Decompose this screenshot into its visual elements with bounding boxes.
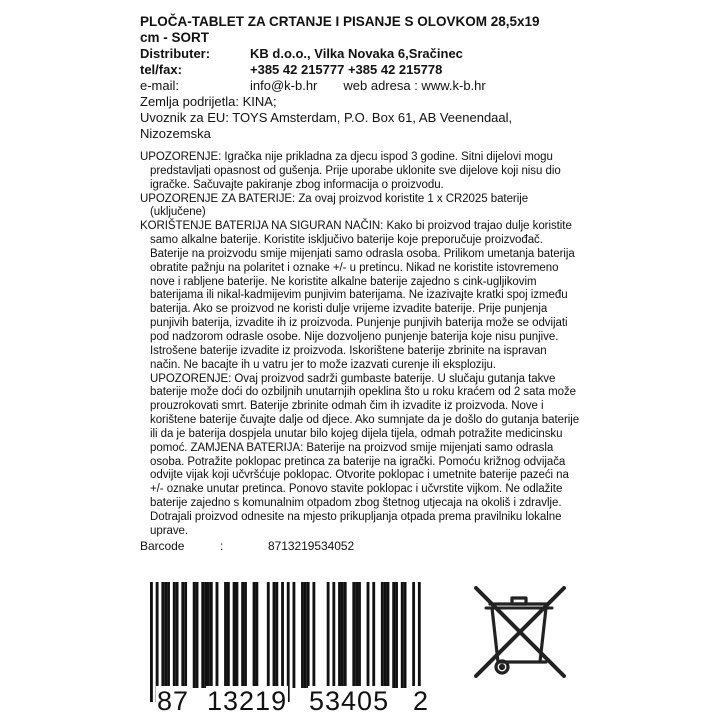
barcode-bar (344, 582, 347, 688)
barcode-digit-group: 53405 (309, 686, 390, 716)
barcode-bar (173, 582, 176, 688)
barcode-value: 8713219534052 (268, 538, 355, 553)
barcode-bar (338, 582, 341, 688)
barcode-bar (293, 582, 296, 688)
barcode-bar (327, 582, 330, 688)
barcode-bar (352, 582, 355, 688)
title-line-1: PLOČA-TABLET ZA CRTANJE I PISANJE S OLOVKOM 28,5x19 (140, 14, 540, 29)
barcode-bar (233, 582, 236, 688)
product-title (140, 14, 580, 46)
barcode-bar (255, 582, 258, 688)
telfax-key: tel/fax: (140, 62, 182, 77)
barcode-bar (204, 582, 207, 688)
barcode-digit-group: 2 (413, 686, 430, 716)
barcode-bar (273, 582, 276, 688)
distributer-key: Distributer: (140, 46, 211, 61)
warning-toy: UPOZORENJE: Igračka nije prikladna za djecu ispod 3 godine. Sitni dijelovi mogu predstavljati opasnost od gušenja. Prije uporabe uklonite sve dijelove koji nisu dio igračke. Sačuvajte pakiranje zbog informacija o proizvodu. (140, 151, 561, 191)
barcode-bars (140, 582, 440, 702)
web-address: web adresa : www.k-b.hr (343, 78, 486, 93)
barcode-bar (275, 582, 278, 688)
barcode-bar (207, 582, 210, 688)
barcode-bar (401, 582, 404, 688)
crossed-out-wheelie-bin-icon (460, 568, 580, 688)
barcode-bar (332, 582, 335, 688)
barcode-bar (196, 582, 199, 688)
barcode-bar (181, 582, 184, 688)
barcode-bar (355, 582, 358, 688)
warning-battery: UPOZORENJE ZA BATERIJE: Za ovaj proizvod koristite 1 x CR2025 baterije (uključene) (140, 192, 529, 219)
email-key: e-mail: (140, 78, 180, 93)
barcode-bar (227, 582, 230, 688)
distributer-value: KB d.o.o., Vilka Novaka 6,Sračinec (250, 46, 463, 61)
barcode-bar (381, 582, 384, 688)
barcode-bar (384, 582, 387, 688)
barcode-bar (244, 582, 247, 688)
distributer-row (140, 46, 580, 62)
distributor-info (140, 46, 580, 142)
barcode-bar (372, 582, 375, 688)
email-value: info@k-b.hr (250, 78, 318, 93)
barcode-bar (341, 582, 344, 688)
barcode-digit-group: 87 (157, 686, 190, 716)
barcode-bar (304, 582, 307, 688)
barcode-bar (412, 582, 415, 702)
barcode-bar (395, 582, 398, 688)
barcode-text-row (140, 539, 580, 554)
barcode (140, 582, 440, 716)
barcode-bar (418, 582, 421, 702)
barcode-bar (236, 582, 239, 688)
barcode-bar (392, 582, 395, 688)
barcode-bar (367, 582, 370, 688)
barcode-bar (164, 582, 167, 688)
barcode-digits (140, 686, 440, 714)
barcode-bar (307, 582, 310, 688)
barcode-bar (312, 582, 315, 688)
barcode-bar (201, 582, 204, 688)
country-of-origin: Zemlja podrijetla: KINA; (140, 94, 277, 109)
barcode-bar (281, 582, 284, 702)
barcode-separator: : (220, 538, 224, 553)
barcode-bar (216, 582, 219, 688)
barcode-bar (287, 582, 290, 702)
barcode-bar (404, 582, 407, 688)
barcode-bar (358, 582, 361, 688)
title-line-2: cm - SORT (140, 30, 210, 45)
email-row (140, 78, 580, 94)
barcode-bar (184, 582, 187, 688)
barcode-bar (210, 582, 213, 688)
barcode-bar (253, 582, 256, 688)
barcode-bar (193, 582, 196, 688)
barcode-bar (301, 582, 304, 688)
barcode-bar (267, 582, 270, 688)
barcode-bar (241, 582, 244, 688)
barcode-key: Barcode (140, 538, 185, 553)
battery-safety: KORIŠTENJE BATERIJA NA SIGURAN NAČIN: Kako bi proizvod trajao dulje koristite samo alkalne baterije. Koristite isključivo baterije koje preporučuje proizvođač. Baterije na proizvodu smije mijenjati samo odrasla osoba. Prilikom umetanja baterija obratite pažnju na polaritet i oznake +/- u pretincu. Nikad ne koristite istovremeno nove i rabljene baterije. Ne koristite alkalne baterije zajedno s cink-ugljikovim baterijama ili nikal-kadmijevim punjivim baterijama. Ne izazivajte kratki spoj između baterija. Ako se proizvod ne koristi dulje vrijeme izvadite baterije. Prije punjenja punjivih baterija, izvadite ih iz proizvoda. Punjenje punjivih baterija može se odvijati pod nadzorom odrasle osobe. Nije dozvoljeno punjenje baterija koje nisu punjive. Istrošene baterije izvadite iz proizvoda. Iskorištene baterije zbrinite na ispravan način. Ne bacajte ih u vatru jer to može izazvati curenje ili eksploziju. UPOZORENJE: Ovaj proizvod sadrži gumbaste baterije. U slučaju gutanja takve baterije može doći do ozbiljnih unutarnjih opeklina što u roku kraćem od 2 sata može prouzrokovati smrt. Baterije zbrinite odmah čim ih izvadite iz proizvoda. Nove i korištene baterije čuvajte dalje od djece. Ako sumnjate da je došlo do gutanja baterije ili da je baterija dospjela unutar bilo kojeg dijela tijela, odmah potražite medicinsku pomoć. ZAMJENA BATERIJA: Baterije na proizvod smije mijenjati samo odrasla osoba. Potražite poklopac pretinca za baterije na igrački. Pomoću križnog odvijača odvijte vijak koji učvršćuje poklopac. Otvorite poklopac i umetnite baterije pazeći na +/- oznake unutar pretinca. Ponovo stavite poklopac i učvrstite vijkom. Ne odlažite baterije zajedno s komunalnim otpadom zbog štetnog utjecaja na okoliš i zdravlje. Dotrajali proizvod odnesite na mjesto prikupljanja otpada prema pravilniku lokalne uprave. (140, 220, 580, 537)
barcode-bar (161, 582, 164, 688)
warnings-block (140, 151, 580, 554)
barcode-digit-group: 13219 (207, 686, 288, 716)
barcode-bar (156, 582, 159, 702)
barcode-bar (150, 582, 153, 702)
barcode-bar (167, 582, 170, 688)
telfax-value: +385 42 215777 +385 42 215778 (250, 62, 443, 77)
barcode-bar (224, 582, 227, 688)
importer-line-1: Uvoznik za EU: TOYS Amsterdam, P.O. Box 61, AB Veenendaal, (140, 110, 513, 125)
telfax-row (140, 62, 580, 78)
importer-line-2: Nizozemska (140, 126, 211, 141)
barcode-bar (176, 582, 179, 688)
barcode-bar (387, 582, 390, 688)
